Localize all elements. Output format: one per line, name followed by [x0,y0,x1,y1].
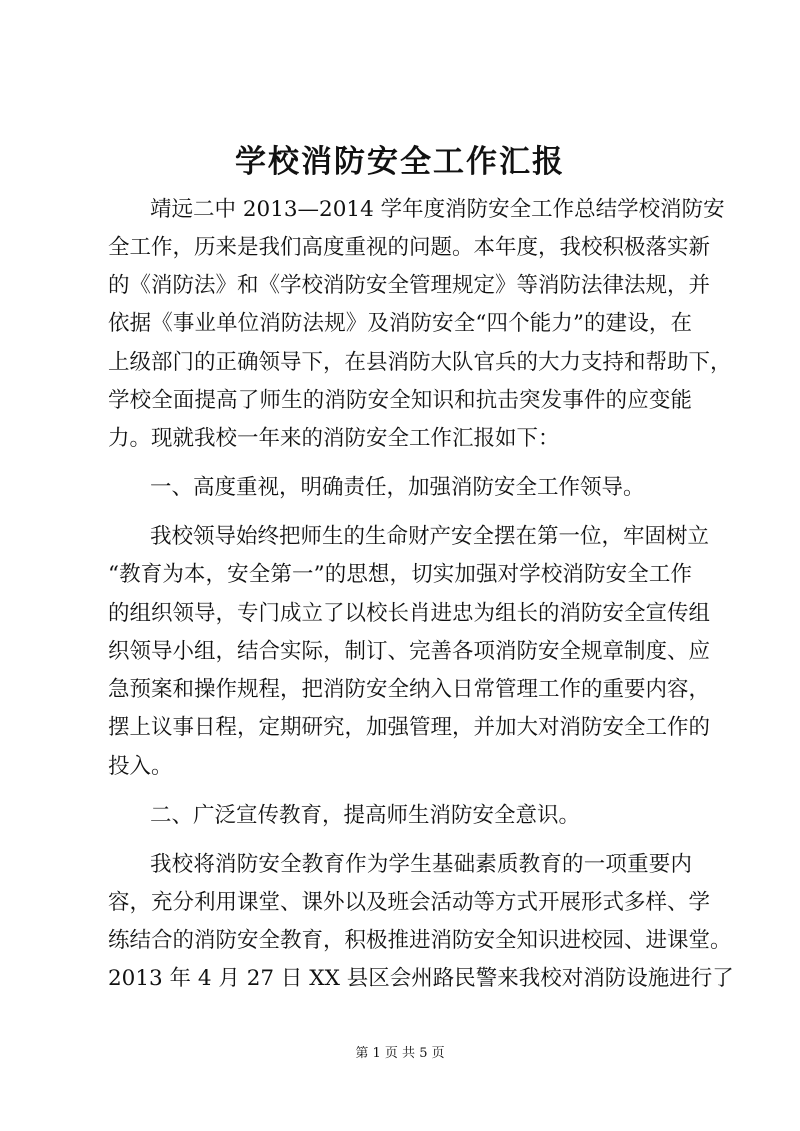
paragraph-line: 投入。 [108,754,173,779]
section-heading: 一、高度重视，明确责任，加强消防安全工作领导。 [150,475,645,500]
paragraph-line: 的《消防法》和《学校消防安全管理规定》等消防法律法规，并 [108,273,711,298]
paragraph-line: 依据《事业单位消防法规》及消防安全“四个能力”的建设，在 [108,311,692,336]
section-heading: 二、广泛宣传教育，提高师生消防安全意识。 [150,803,581,828]
document-title: 学校消防安全工作汇报 [235,144,565,180]
paragraph-line: 急预案和操作规程，把消防安全纳入日常管理工作的重要内容， [108,677,711,702]
paragraph-line: 全工作，历来是我们高度重视的问题。本年度，我校积极落实新 [108,235,711,260]
paragraph-line: 的组织领导，专门成立了以校长肖进忠为组长的消防安全宣传组 [108,601,711,626]
paragraph-line: 上级部门的正确领导下，在县消防大队官兵的大力支持和帮助下， [108,350,732,375]
paragraph-line: 2013 年 4 月 27 日 XX 县区会州路民警来我校对消防设施进行了 [108,966,734,991]
paragraph-line: 学校全面提高了师生的消防安全知识和抗击突发事件的应变能 [108,388,692,413]
paragraph-line: 容，充分利用课堂、课外以及班会活动等方式开展形式多样、学 [108,890,711,915]
paragraph-line: 织领导小组，结合实际，制订、完善各项消防安全规章制度、应 [108,639,711,664]
paragraph-line: 练结合的消防安全教育，积极推进消防安全知识进校园、进课堂。 [108,928,732,953]
paragraph-line: “教育为本，安全第一”的思想，切实加强对学校消防安全工作 [108,562,692,587]
paragraph-line: 靖远二中 2013—2014 学年度消防安全工作总结学校消防安 [150,197,725,222]
page-number-footer: 第 1 页 共 5 页 [355,1046,445,1061]
paragraph-line: 摆上议事日程，定期研究，加强管理，并加大对消防安全工作的 [108,715,711,740]
paragraph-line: 力。现就我校一年来的消防安全工作汇报如下： [108,426,560,451]
paragraph-line: 我校领导始终把师生的生命财产安全摆在第一位，牢固树立 [150,524,710,549]
paragraph-line: 我校将消防安全教育作为学生基础素质教育的一项重要内 [150,852,692,877]
